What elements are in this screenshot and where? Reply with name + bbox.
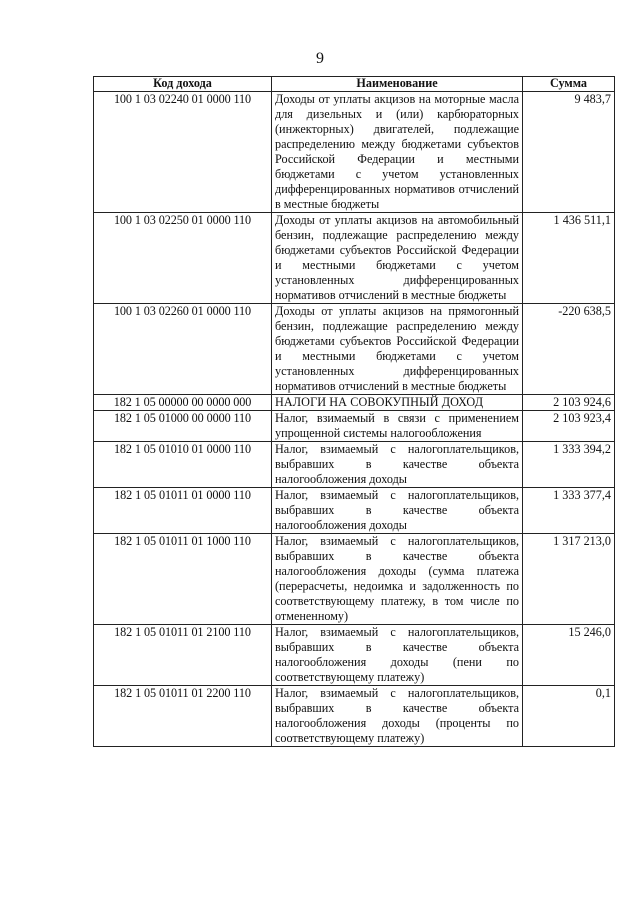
row-name: Налог, взимаемый с налогоплательщиков, выбравших в качестве объекта налогообложения доходы (пени по соответствующему платежу) (272, 625, 523, 686)
row-sum: 1 333 394,2 (523, 442, 615, 488)
table-row (94, 92, 615, 213)
row-code: 100 1 03 02240 01 0000 110 (94, 92, 272, 213)
row-code: 182 1 05 01011 01 0000 110 (94, 488, 272, 534)
row-name: Налог, взимаемый с налогоплательщиков, выбравших в качестве объекта налогообложения доходы (272, 442, 523, 488)
table-row (94, 686, 615, 747)
row-code: 182 1 05 01010 01 0000 110 (94, 442, 272, 488)
header-code: Код дохода (94, 77, 272, 92)
row-sum: 2 103 923,4 (523, 411, 615, 442)
table-row (94, 488, 615, 534)
row-code: 182 1 05 01011 01 1000 110 (94, 534, 272, 625)
row-sum: 1 333 377,4 (523, 488, 615, 534)
row-sum: -220 638,5 (523, 304, 615, 395)
row-name: НАЛОГИ НА СОВОКУПНЫЙ ДОХОД (272, 395, 523, 411)
row-code: 100 1 03 02260 01 0000 110 (94, 304, 272, 395)
row-name: Доходы от уплаты акцизов на моторные масла для дизельных и (или) карбюраторных (инжекторных) двигателей, подлежащие распределению между бюджетами субъектов Российской Федерации и местными бюджетами с учетом установленных дифференцированных нормативов отчислений в местные бюджеты (272, 92, 523, 213)
row-name: Налог, взимаемый с налогоплательщиков, выбравших в качестве объекта налогообложения доходы (272, 488, 523, 534)
table-row (94, 534, 615, 625)
header-sum: Сумма (523, 77, 615, 92)
table-row (94, 411, 615, 442)
page-number: 9 (316, 50, 324, 67)
row-sum: 0,1 (523, 686, 615, 747)
row-sum: 9 483,7 (523, 92, 615, 213)
row-name: Налог, взимаемый с налогоплательщиков, выбравших в качестве объекта налогообложения доходы (проценты по соответствующему платежу) (272, 686, 523, 747)
row-code: 182 1 05 01011 01 2100 110 (94, 625, 272, 686)
revenue-table (93, 76, 615, 747)
row-code: 182 1 05 00000 00 0000 000 (94, 395, 272, 411)
row-code: 182 1 05 01000 00 0000 110 (94, 411, 272, 442)
table-row (94, 213, 615, 304)
table-row (94, 625, 615, 686)
row-name: Доходы от уплаты акцизов на автомобильный бензин, подлежащие распределению между бюджетами субъектов Российской Федерации и местными бюджетами с учетом установленных дифференцированных нормативов отчислений в местные бюджеты (272, 213, 523, 304)
header-name: Наименование (272, 77, 523, 92)
row-code: 182 1 05 01011 01 2200 110 (94, 686, 272, 747)
table-header-row (94, 77, 615, 92)
row-name: Налог, взимаемый в связи с применением упрощенной системы налогообложения (272, 411, 523, 442)
row-sum: 1 436 511,1 (523, 213, 615, 304)
row-code: 100 1 03 02250 01 0000 110 (94, 213, 272, 304)
row-name: Налог, взимаемый с налогоплательщиков, выбравших в качестве объекта налогообложения доходы (сумма платежа (перерасчеты, недоимка и задолженность по соответствующему платежу, в том числе по отмененному) (272, 534, 523, 625)
table-row (94, 304, 615, 395)
row-name: Доходы от уплаты акцизов на прямогонный бензин, подлежащие распределению между бюджетами субъектов Российской Федерации и местными бюджетами с учетом установленных дифференцированных нормативов отчислений в местные бюджеты (272, 304, 523, 395)
row-sum: 1 317 213,0 (523, 534, 615, 625)
row-sum: 15 246,0 (523, 625, 615, 686)
table-row (94, 442, 615, 488)
table-row (94, 395, 615, 411)
row-sum: 2 103 924,6 (523, 395, 615, 411)
